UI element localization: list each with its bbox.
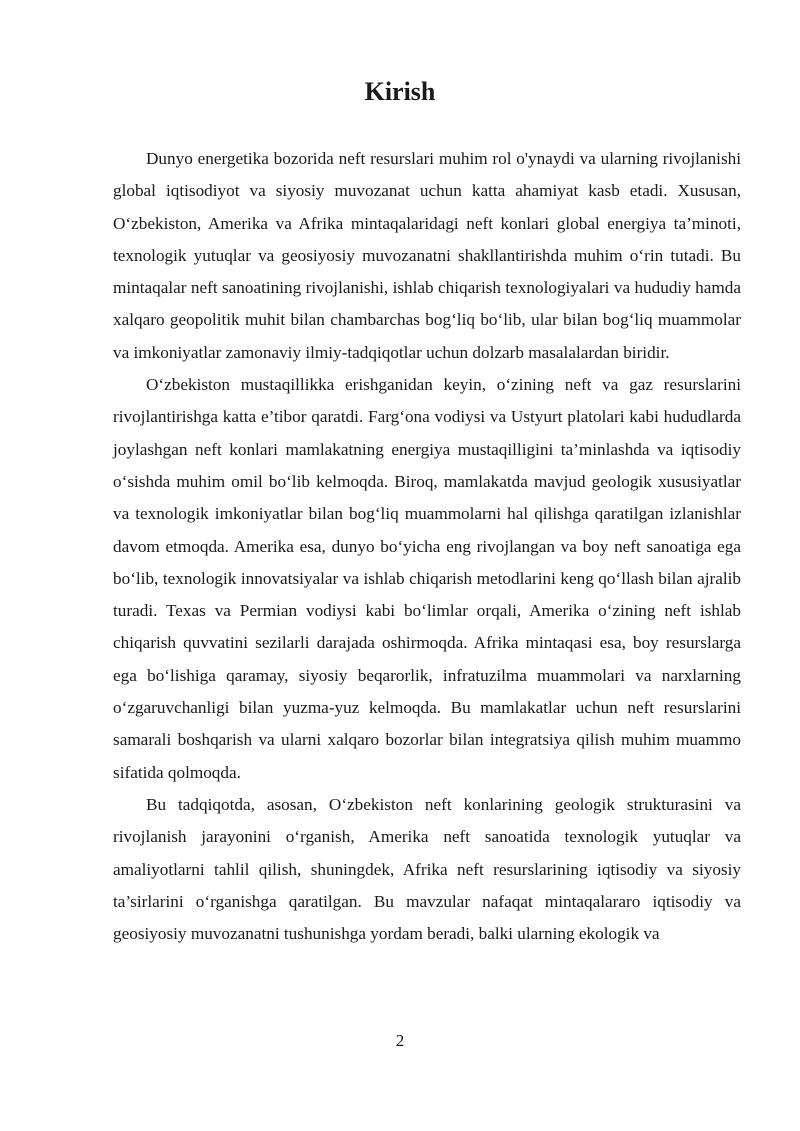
- paragraph-research-focus: Bu tadqiqotda, asosan, O‘zbekiston neft konlarining geologik strukturasini va rivojlanish jarayonini o‘rganish, Amerika neft sanoatida texnologik yutuqlar va amaliyotlarni tahlil qilish, shuningdek, Afrika neft resurslarining iqtisodiy va siyosiy ta’sirlarini o‘rganishga qaratilgan. Bu mavzular nafaqat mintaqalararo iqtisodiy va geosiyosiy muvozanatni tushunishga yordam beradi, balki ularning ekologik va: [113, 794, 741, 944]
- document-body: [113, 143, 741, 950]
- paragraph-regions: O‘zbekiston mustaqillikka erishganidan keyin, o‘zining neft va gaz resurslarini rivojlantirishga katta e’tibor qaratdi. Farg‘ona vodiysi va Ustyurt platolari kabi hududlarda joylashgan neft konlari mamlakatning energiya mustaqilligini ta’minlashda va iqtisodiy o‘sishda muhim omil bo‘lib kelmoqda. Biroq, mamlakatda mavjud geologik xususiyatlar va texnologik imkoniyatlar bilan bog‘liq muammolarni hal qilishga qaratilgan izlanishlar davom etmoqda. Amerika esa, dunyo bo‘yicha eng rivojlangan va boy neft sanoatiga ega bo‘lib, texnologik innovatsiyalar va ishlab chiqarish metodlarini keng qo‘llash bilan ajralib turadi. Texas va Permian vodiysi kabi bo‘limlar orqali, Amerika o‘zining neft ishlab chiqarish quvvatini sezilarli darajada oshirmoqda. Afrika mintaqasi esa, boy resurslarga ega bo‘lishiga qaramay, siyosiy beqarorlik, infratuzilma muammolari va narxlarning o‘zgaruvchanligi bilan yuzma-yuz kelmoqda. Bu mamlakatlar uchun neft resurslarini samarali boshqarish va ularni xalqaro bozorlar bilan integratsiya qilish muhim muammo sifatida qolmoqda.: [113, 375, 741, 782]
- page-title: Kirish: [364, 77, 436, 106]
- paragraph-intro: Dunyo energetika bozorida neft resurslari muhim rol o'ynaydi va ularning rivojlanishi global iqtisodiyot va siyosiy muvozanat uchun katta ahamiyat kasb etadi. Xususan, O‘zbekiston, Amerika va Afrika mintaqalaridagi neft konlari global energiya ta’minoti, texnologik yutuqlar va geosiyosiy muvozanatni shakllantirishda muhim o‘rin tutadi. Bu mintaqalar neft sanoatining rivojlanishi, ishlab chiqarish texnologiyalari va hududiy hamda xalqaro geopolitik muhit bilan chambarchas bog‘liq bo‘lib, ular bilan bog‘liq muammolar va imkoniyatlar zamonaviy ilmiy-tadqiqotlar uchun dolzarb masalalardan biridir.: [113, 149, 741, 362]
- page-number: 2: [395, 1031, 405, 1050]
